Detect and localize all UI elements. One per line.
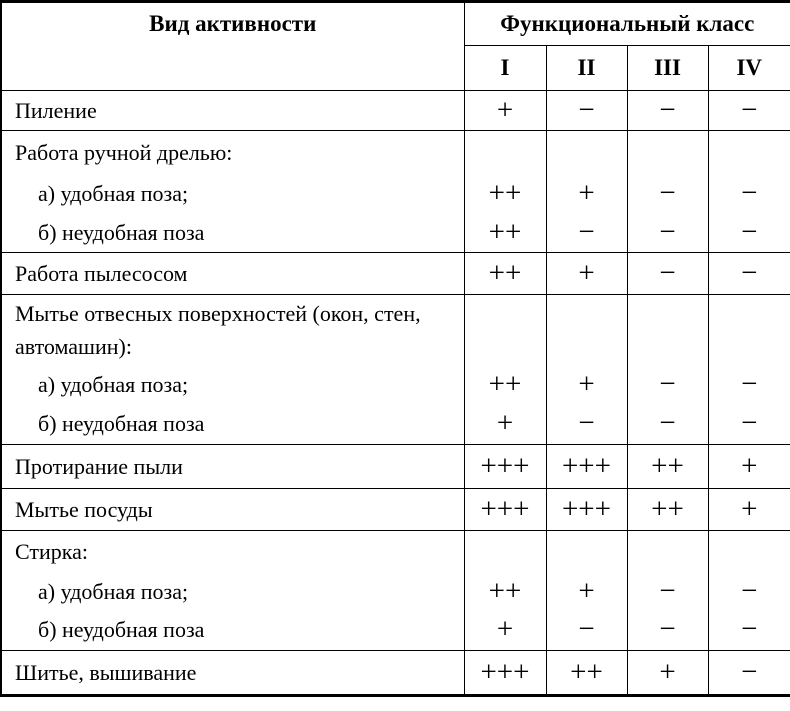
value-cell: − (708, 213, 790, 253)
value-cell (546, 530, 627, 572)
value-cell: +++ (464, 488, 546, 530)
value-cell: − (627, 610, 708, 650)
value-cell: + (627, 650, 708, 695)
class-header-ii: II (546, 46, 627, 91)
table-row (1, 444, 790, 488)
value-cell: ++ (546, 650, 627, 695)
value-cell: ++ (627, 488, 708, 530)
sub-row-b (1, 404, 790, 444)
group-title-row (1, 530, 790, 572)
activity-cell: а) удобная поза; (38, 181, 189, 206)
value-cell: − (627, 175, 708, 213)
class-header-iv: IV (708, 46, 790, 91)
value-cell: − (627, 253, 708, 295)
value-cell: − (546, 91, 627, 131)
table-row (1, 488, 790, 530)
activity-column-header: Вид активности (1, 2, 464, 91)
activity-cell: б) неудобная поза (1, 610, 464, 650)
value-cell (546, 131, 627, 175)
value-cell: − (708, 365, 790, 404)
value-cell: − (546, 213, 627, 253)
value-cell: +++ (546, 488, 627, 530)
value-cell: ++ (464, 365, 546, 404)
value-cell: + (546, 365, 627, 404)
value-cell: +++ (464, 444, 546, 488)
sub-row-b (1, 213, 790, 253)
activity-cell: а) удобная поза; (38, 578, 189, 604)
value-cell: ++ (464, 572, 546, 610)
value-cell: − (627, 91, 708, 131)
activity-cell: Мытье отвесных поверхностей (окон, стен, автомашин): (15, 301, 421, 359)
value-cell: + (708, 444, 790, 488)
value-cell: − (627, 572, 708, 610)
value-cell: − (627, 213, 708, 253)
activity-cell: б) неудобная поза (1, 213, 464, 253)
value-cell: − (708, 91, 790, 131)
activity-cell: Мытье посуды (1, 488, 464, 530)
activity-cell: Шитье, вышивание (15, 659, 197, 685)
table-row (1, 253, 790, 295)
value-cell: + (546, 572, 627, 610)
class-header-iii: III (627, 46, 708, 91)
value-cell: + (464, 404, 546, 444)
sub-row-a (1, 572, 790, 610)
value-cell: +++ (464, 650, 546, 695)
sub-row-b (1, 610, 790, 650)
table-row (1, 650, 790, 695)
value-cell: − (546, 404, 627, 444)
value-cell: − (708, 175, 790, 213)
class-header-i: I (464, 46, 546, 91)
value-cell: ++ (464, 253, 546, 295)
value-cell: − (708, 253, 790, 295)
value-cell: − (708, 572, 790, 610)
value-cell (708, 131, 790, 175)
sub-row-a (1, 175, 790, 213)
sub-row-a (1, 365, 790, 404)
value-cell: + (464, 91, 546, 131)
activity-cell: Работа ручной дрелью: (15, 140, 233, 166)
value-cell: + (546, 175, 627, 213)
value-cell: − (708, 610, 790, 650)
value-cell: − (627, 404, 708, 444)
value-cell: − (546, 610, 627, 650)
value-cell: ++ (464, 175, 546, 213)
value-cell: + (464, 610, 546, 650)
value-cell (708, 530, 790, 572)
value-cell: ++ (464, 213, 546, 253)
value-cell: ++ (627, 444, 708, 488)
value-cell: + (708, 488, 790, 530)
value-cell: − (708, 404, 790, 444)
activity-cell: Работа пылесосом (1, 253, 464, 295)
value-cell: − (708, 650, 790, 695)
value-cell (464, 131, 546, 175)
value-cell: +++ (546, 444, 627, 488)
value-cell (627, 530, 708, 572)
value-cell (464, 530, 546, 572)
functional-class-header: Функциональный класс (464, 2, 790, 46)
value-cell (464, 295, 546, 366)
header-row-1 (1, 2, 790, 46)
value-cell (627, 131, 708, 175)
table-row (1, 91, 790, 131)
value-cell: + (546, 253, 627, 295)
group-title-row (1, 131, 790, 175)
activity-cell: Стирка: (15, 538, 89, 564)
value-cell (627, 295, 708, 366)
activity-cell: Протирание пыли (1, 444, 464, 488)
activity-cell: б) неудобная поза (1, 404, 464, 444)
group-title-row (1, 295, 790, 366)
value-cell (708, 295, 790, 366)
value-cell: − (627, 365, 708, 404)
activity-cell: Пиление (1, 91, 464, 131)
value-cell (546, 295, 627, 366)
activity-cell: а) удобная поза; (38, 372, 189, 397)
